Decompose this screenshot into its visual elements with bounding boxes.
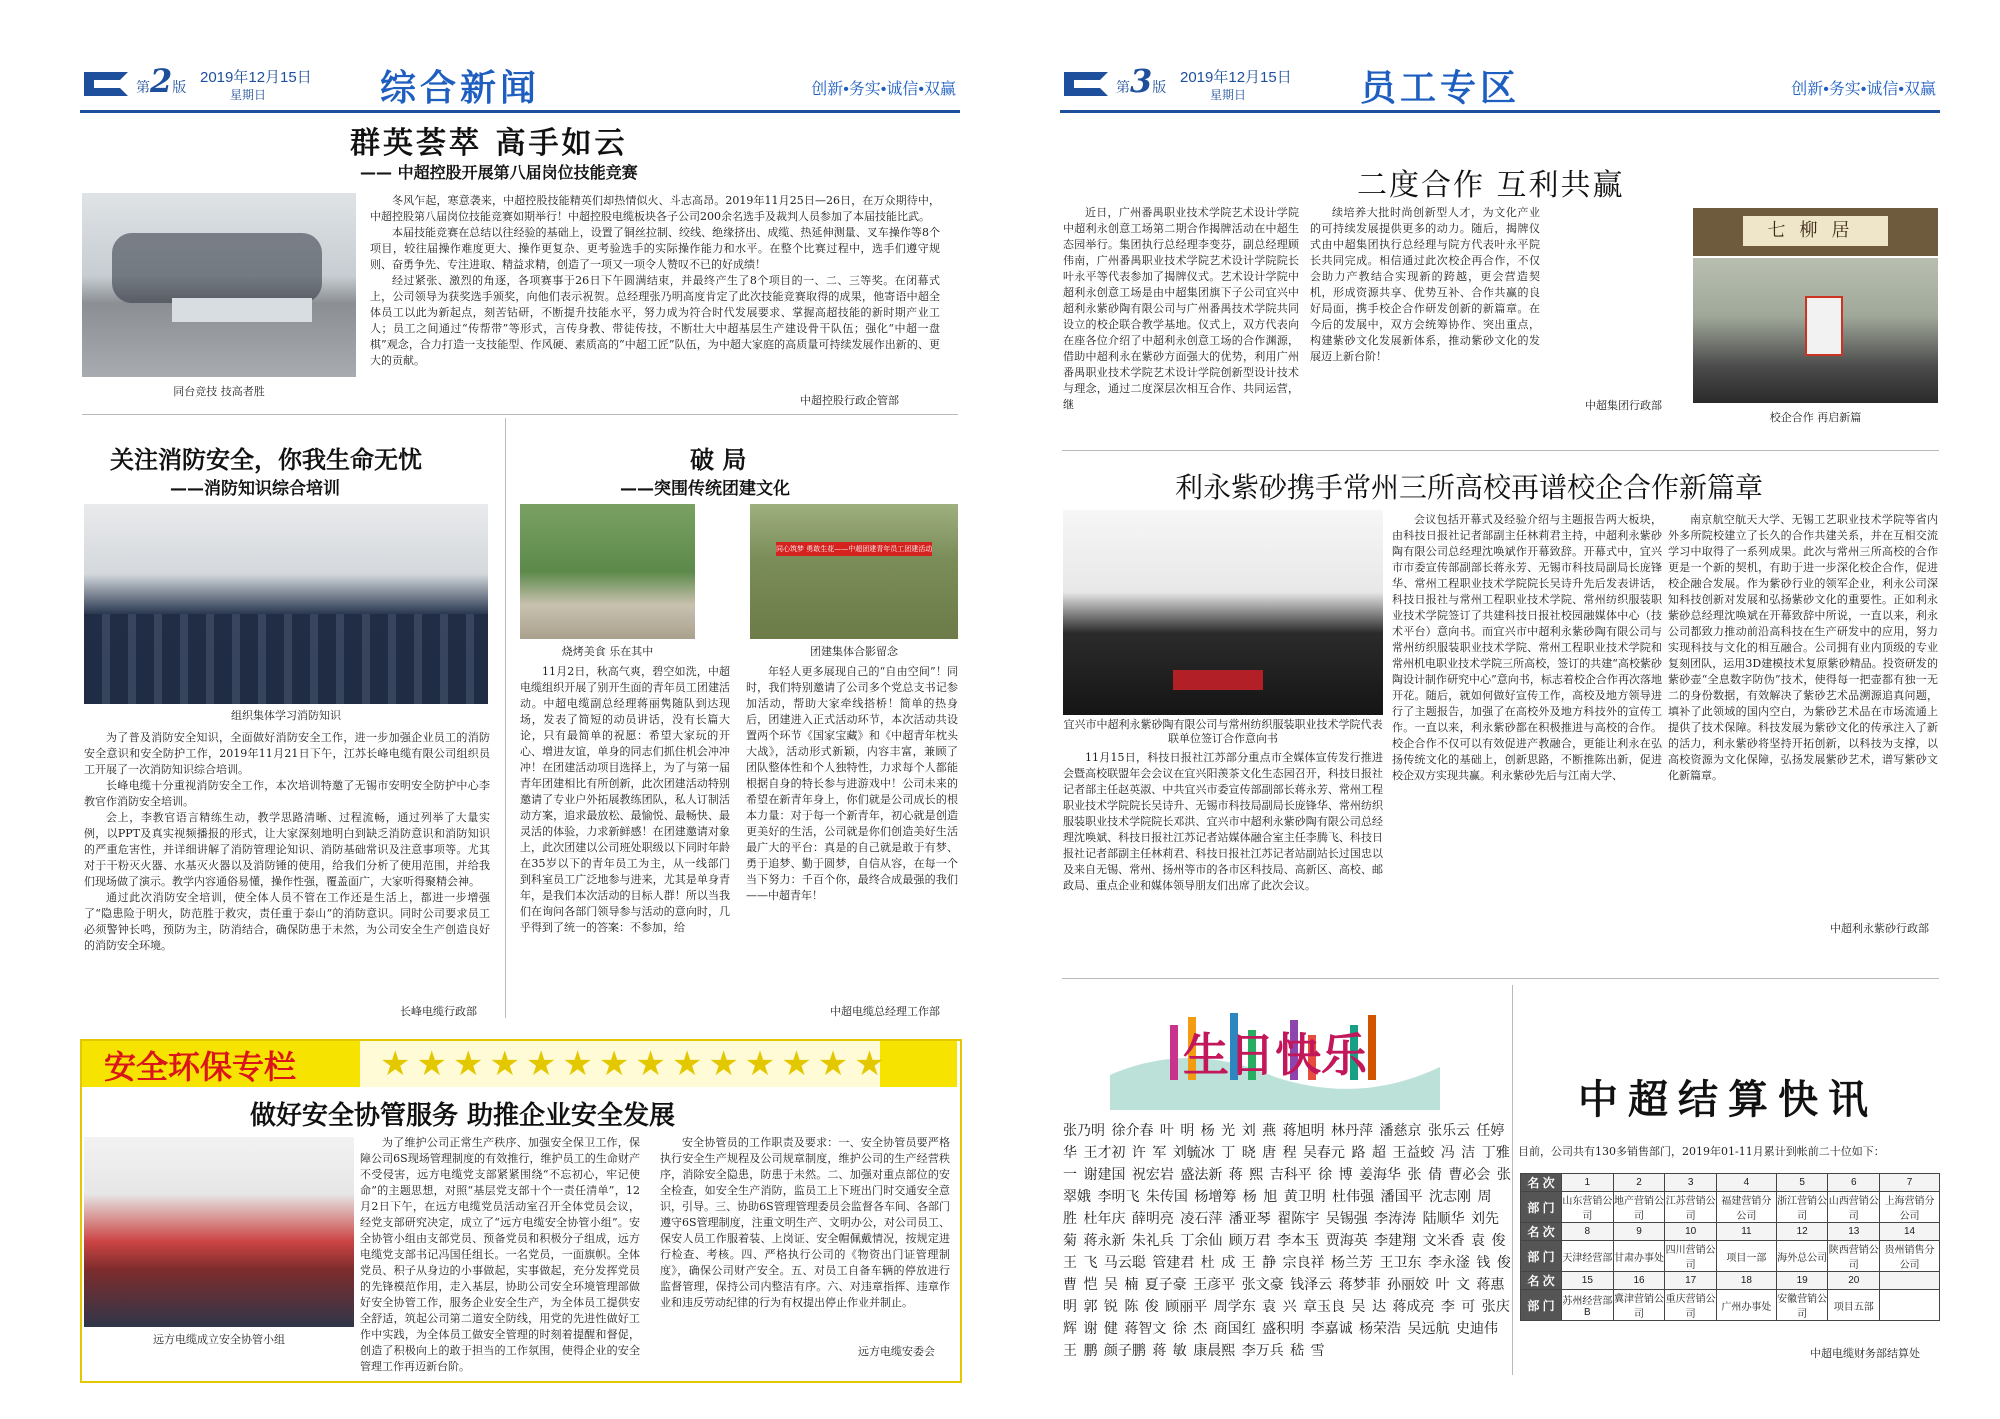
paragraph: 冬风乍起，寒意袭来，中超控股技能精英们却热情似火、斗志高昂。2019年11月25日—26日，在万众期待中，中超控股第八届岗位技能竞赛如期举行！中超控股电缆板块各子公司200余名选手及裁判人员参加了本届技能比武。 (370, 194, 940, 223)
dept-name: 苏州经营部B (1562, 1290, 1614, 1321)
photo-safety-team (84, 1137, 354, 1327)
rank-number: 13 (1828, 1223, 1880, 1241)
rank-label: 名 次 (1521, 1272, 1562, 1290)
rank-number (1880, 1272, 1940, 1290)
rank-number: 2 (1613, 1174, 1665, 1192)
settlement-table (1520, 1173, 1940, 1321)
caption-fire-training: 组织集体学习消防知识 (231, 709, 341, 722)
signature-team-building: 中超电缆总经理工作部 (830, 1005, 940, 1018)
headline-fire-safety: 关注消防安全，你我生命无忧 (110, 446, 422, 474)
article-skill-contest-body (370, 193, 940, 399)
rank-number: 16 (1613, 1272, 1665, 1290)
dept-name: 冀津营销公司 (1613, 1290, 1665, 1321)
dept-label: 部 门 (1521, 1241, 1562, 1272)
plaque-text: 七柳居 (1743, 216, 1888, 246)
dept-name: 山东营销公司 (1562, 1192, 1614, 1223)
safety-column-name: 安全环保专栏 (104, 1048, 297, 1086)
dept-name: 地产营销公司 (1613, 1192, 1665, 1223)
settlement-intro: 目前，公司共有130多销售部门，2019年01-11月累计到帐前二十位如下： (1518, 1145, 1885, 1158)
company-logo-icon (1060, 66, 1112, 102)
dept-name: 重庆营销公司 (1665, 1290, 1717, 1321)
subheadline-skill-contest: —— 中超控股开展第八届岗位技能竞赛 (360, 163, 638, 182)
dept-label: 部 门 (1521, 1192, 1562, 1223)
dept-name: 项目一部 (1717, 1241, 1777, 1272)
dept-name: 上海营销分公司 (1880, 1192, 1940, 1223)
paragraph: 会上，李教官语言精练生动，教学思路清晰、过程流畅，通过列举了大量实例，以PPT及真实视频播报的形式，让大家深刻地明白到缺乏消防意识和消防知识的严重危害性，并详细讲解了消防管理论知识、消防基础常识及注意事项等。尤其对于干粉灭火器、水基灭火器以及消防锤的使用，给我们分析了使用范围，并给我们现场做了演示。教学内容通俗易懂，操作性强，覆盖面广，大家听得聚精会神。 (84, 811, 490, 888)
section-title: 员工专区 (1360, 68, 1521, 109)
headline-skill-contest: 群英荟萃 高手如云 (350, 126, 628, 161)
subheadline-team-building: ——突围传统团建文化 (620, 479, 790, 499)
caption-cooperation: 校企合作 再启新篇 (1769, 411, 1862, 424)
company-logo-icon (80, 66, 132, 102)
headline-safety: 做好安全协管服务 助推企业安全发展 (250, 1101, 676, 1131)
dept-name: 安徽营销公司 (1776, 1290, 1828, 1321)
photo-plaque (1693, 208, 1938, 256)
rank-row (1521, 1174, 1940, 1192)
rank-number: 1 (1562, 1174, 1614, 1192)
rank-number: 7 (1880, 1174, 1940, 1192)
dept-name: 浙江营销公司 (1776, 1192, 1828, 1223)
divider (1062, 450, 1939, 451)
paragraph: 为了普及消防安全知识，全面做好消防安全工作，进一步加强企业员工的消防安全意识和安全防护工作，2019年11月21日下午，江苏长峰电缆有限公司组织员工开展了一次消防知识综合培训。 (84, 731, 490, 776)
paragraph: 长峰电缆十分重视消防安全工作，本次培训特邀了无锡市安明安全防护中心李教官作消防安全培训。 (84, 779, 490, 808)
rank-number: 18 (1717, 1272, 1777, 1290)
caption-group: 团建集体合影留念 (810, 645, 898, 658)
rank-number: 11 (1717, 1223, 1777, 1241)
article-safety-col1: 为了维护公司正常生产秩序、加强安全保卫工作，保障公司6S现场管理制度的有效推行，维护员工的生命财产不受侵害，远方电缆党支部紧紧围绕“不忘初心，牢记使命”的主题思想，对照“基层党支部十个一责任清单”，12月2日下午，在远方电缆党员活动室召开全体党员会议，经党支部研究决定，成立了“远方电缆安全协管小组”。安全协管小组由支部党员、预备党员和积极分子组成，远方电缆党支部书记冯国任组长。一名党员，一面旗帜。全体党员、积子从身边的小事做起，实事做起，充分发挥党员的先锋模范作用，走入基层，协助公司安全环境管理部做好安全协管工作，服务企业安全生产，为全体员工提供安全舒适，筑起公司第二道安全防线，用党的先进性做好工作中实践，为全体员工做安全管理的时刻着提醒和督促，创造了积极向上的敢于担当的工作氛围，使得企业的安全管理工作再迈新台阶。 (360, 1136, 640, 1373)
rank-number: 4 (1717, 1174, 1777, 1192)
dept-row (1521, 1290, 1940, 1321)
article-fire-safety-body (84, 730, 490, 1000)
dept-name: 山西营销公司 (1828, 1192, 1880, 1223)
birthday-label: 生日快乐 (1183, 1028, 1367, 1082)
article-university-col3: 南京航空航天大学、无锡工艺职业技术学院等省内外多所院校建立了长久的合作共建关系，并在互相交流学习中取得了一系列成果。此次与常州三所高校的合作更是一个新的契机，有助于进一步深化校企合作，促进校企融合发展。作为紫砂行业的领军企业，利永公司深知科技创新对发展和弘扬紫砂文化的重要性。正如利永紫砂总经理沈唤斌在开幕致辞中所说，一直以来，利永公司都致力推动前沿高科技在生产研发中的应用，努力实现科技与文化的相互融合。公司拥有业内顶级的专业复刻团队，运用3D建模技术复原紫砂精品。投资研发的紫砂壶“全息数字防伪”技术，使得每一把壶都有独一无二的身份数据，有效解决了紫砂艺术品溯源追真问题，填补了此领域的国内空白，为紫砂艺术品在市场流通上提供了技术保障。科技发展为紫砂文化的传承注入了新的活力，利永紫砂将坚持开拓创新，以科技为支撑，以高校资源为文化保障，弘扬发展紫砂艺术，谱写紫砂文化新篇章。 (1668, 513, 1938, 782)
issue-weekday: 星期日 (1210, 88, 1247, 102)
signature-cooperation: 中超集团行政部 (1585, 399, 1662, 412)
slogan: 创新•务实•诚信•双赢 (1791, 81, 1936, 98)
section-title: 综合新闻 (380, 68, 541, 109)
photo-group (750, 504, 958, 639)
issue-date: 2019年12月15日 (200, 69, 312, 86)
caption-signing: 宜兴市中超利永紫砂陶有限公司与常州纺织服装职业技术学院代表联单位签订合作意向书 (1063, 718, 1383, 745)
dept-name: 四川营销公司 (1665, 1241, 1717, 1272)
subheadline-fire-safety: ——消防知识综合培训 (170, 479, 340, 499)
rank-number: 17 (1665, 1272, 1717, 1290)
headline-settlement: 中超结算快讯 (1578, 1076, 1878, 1123)
rank-number: 8 (1562, 1223, 1614, 1241)
paragraph: 本届技能竞赛在总结以往经验的基础上，设置了铜丝拉制、绞线、绝缘挤出、成缆、热延伸测量、叉车操作等8个项目，较往届操作难度更大、操作更复杂、更考验选手的实际操作能力和水平。在整个比赛过程中，选手们遵守规则、奋勇争先、专注进取、精益求精，创造了一项又一项令人赞叹不已的好成绩！ (370, 226, 940, 271)
photo-signing (1063, 510, 1383, 715)
dept-name (1880, 1290, 1940, 1321)
signature-university: 中超利永紫砂行政部 (1830, 922, 1929, 935)
caption-skill-contest: 同台竞技 技高者胜 (173, 385, 265, 398)
rank-row (1521, 1223, 1940, 1241)
dept-name: 天津经营部 (1562, 1241, 1614, 1272)
paragraph: 通过此次消防安全培训，使全体人员不管在工作还是生活上，都进一步增强了“隐患险于明火，防范胜于救灾，责任重于泰山”的消防意识。同时公司要求员工必须警钟长鸣，预防为主，防消结合，确保防患于未然，为公司安全生产创造良好的消防安全环境。 (84, 891, 490, 952)
signature-fire-safety: 长峰电缆行政部 (400, 1005, 477, 1018)
masthead (80, 60, 960, 113)
photo-barbecue (520, 504, 695, 639)
article-cooperation-col1: 近日，广州番禺职业技术学院艺术设计学院中超利永创意工场第二期合作揭牌活动在中超生态园举行。集团执行总经理李变芬，副总经理顾伟南，广州番禺职业技术学院艺术设计学院院长叶永平等代表参加了揭牌仪式。艺术设计学院中超利永创意工场是由中超集团旗下子公司宜兴中超利永紫砂陶有限公司与广州番禺技术学院共同设立的校企联合教学基地。仪式上，双方代表向在座各位介绍了中超利永创意工场的合作渊源，借助中超利永在紫砂方面强大的优势，利用广州番禺职业技术学院艺术设计学院创新型设计技术与理念，通过二度深层次相互合作、共同运营，继 (1063, 206, 1299, 411)
divider (1512, 985, 1513, 1375)
dept-name: 福建营销分公司 (1717, 1192, 1777, 1223)
group-banner: 同心筑梦 勇敢生花——中超团建青年员工团建活动 (776, 542, 932, 556)
issue-date: 2019年12月15日 (1180, 69, 1292, 86)
paragraph: 经过紧张、激烈的角逐，各项赛事于26日下午圆满结束，并最终产生了8个项目的一、二、三等奖。在闭幕式上，公司领导为获奖选手颁奖，向他们表示祝贺。总经理张乃明高度肯定了此次技能竞赛取得的成果，他寄语中超全体员工以此为新起点，刻苦钻研，不断提升技能水平，努力成为符合时代发展要求、掌握高超技能的新时期产业工人；员工之间通过“传帮带”等形式，言传身教、带徒传技，不断壮大中超基层生产建设骨干队伍；强化“中超一盘棋”观念，合力打造一支技能型、作风硬、素质高的“中超工匠”队伍，为中超大家庭的高质量可持续发展作出新的、更大的贡献。 (370, 274, 940, 367)
headline-cooperation: 二度合作 互利共赢 (1357, 168, 1625, 203)
article-team-building-col1: 11月2日，秋高气爽，碧空如洗，中超电缆组织开展了别开生面的青年员工团建活动。中超电缆副总经理蒋丽隽随队到达现场，发表了简短的动员讲话，没有长篇大论，只有最简单的祝愿：希望大家玩的开心、增进友谊，单身的同志们抓住机会冲冲冲！在团建活动项目选择上，为了与第一届青年团建相比有所创新，此次团建活动特别邀请了专业户外拓展教练团队，私人订制活动方案，追求最放松、最愉悦、最畅快、最灵活的体验，力求新鲜感！在团建邀请对象上，此次团建以公司班处职级以下同时年龄在35岁以下的青年员工为主，从一线部门到科室员工广泛地参与进来，尤其是单身青年，是我们本次活动的目标人群！所以当我们在询问各部门领导参与活动的意向时，几乎得到了统一的答案：不参加，给 (520, 665, 730, 934)
rank-number: 20 (1828, 1272, 1880, 1290)
dept-name: 贵州销售分公司 (1880, 1241, 1940, 1272)
article-university-col2: 会议包括开幕式及经验介绍与主题报告两大板块，由科技日报社记者部副主任林莉君主持，中超利永紫砂陶有限公司总经理沈唤斌作开幕致辞。开幕式中，宜兴市市委宣传部副部长蒋永芳、无锡市科技局副局长庞锋华、常州工程职业技术学院院长吴诗升先后发表讲话，科技日报社与常州工程职业技术学院、常州纺织服装职业技术学院签订了共建科技日报社校园融媒体中心（技术平台）意向书。而宜兴市中超利永紫砂陶有限公司与常州纺织服装职业技术学院、常州工程职业技术学院和常州机电职业技术学院三所高校，签订的共建“高校紫砂陶设计制作研究中心”意向书，标志着校企合作再次落地开花。随后，就如何做好宣传工作，高校及地方领导进行了主题报告，加强了在高校外及地方科技外的宣传工作。一直以来，利永紫砂都在积极推进与高校的合作。校企合作不仅可以有效促进产教融合，更能让利永在弘扬传统文化的基础上，创新思路，不断推陈出新，促进校企双方实现共赢。利永紫砂先后与江南大学、 (1392, 513, 1662, 782)
rank-number: 3 (1665, 1174, 1717, 1192)
divider (1062, 978, 1939, 979)
photo-cooperation-ceremony (1693, 258, 1938, 403)
headline-university-partnership: 利永紫砂携手常州三所高校再谱校企合作新篇章 (1175, 471, 1764, 504)
page-number: 第3版 (1116, 62, 1167, 100)
dept-name: 江苏营销公司 (1665, 1192, 1717, 1223)
photo-skill-contest (82, 193, 356, 377)
dept-name: 甘肃办事处 (1613, 1241, 1665, 1272)
star-row-icon: ★★★★★★★★★★★★★★ (380, 1044, 891, 1084)
issue-weekday: 星期日 (230, 88, 267, 102)
birthday-logo-icon (1110, 1005, 1440, 1110)
photo-fire-training (84, 504, 488, 704)
rank-number: 9 (1613, 1223, 1665, 1241)
rank-label: 名 次 (1521, 1223, 1562, 1241)
rank-number: 6 (1828, 1174, 1880, 1192)
rank-number: 19 (1776, 1272, 1828, 1290)
caption-safety-team: 远方电缆成立安全协管小组 (153, 1333, 285, 1346)
slogan: 创新•务实•诚信•双赢 (811, 81, 956, 98)
signature-skill-contest: 中超控股行政企管部 (800, 394, 899, 407)
dept-row (1521, 1192, 1940, 1223)
article-cooperation-col2: 续培养大批时尚创新型人才，为文化产业的可持续发展提供更多的动力。随后，揭牌仪式由中超集团执行总经理与院方代表叶永平院长共同完成。相信通过此次校企再合作，不仅会助力产教结合实现新的跨越，更会营造契机，形成资源共享、优势互补、合作共赢的良好局面，携手校企合作研发创新的新篇章。在今后的发展中，双方会统筹协作、突出重点，构建紫砂文化发展新体系，推动紫砂文化的发展迈上新台阶！ (1310, 206, 1540, 363)
dept-name: 广州办事处 (1717, 1290, 1777, 1321)
rank-label: 名 次 (1521, 1174, 1562, 1192)
rank-number: 15 (1562, 1272, 1614, 1290)
headline-team-building: 破 局 (690, 446, 747, 474)
signature-settlement: 中超电缆财务部结算处 (1810, 1347, 1920, 1360)
signature-safety: 远方电缆安委会 (858, 1345, 935, 1358)
dept-row (1521, 1241, 1940, 1272)
divider (82, 414, 958, 415)
article-team-building-col2: 年轻人更多展现自己的“自由空间”！同时，我们特别邀请了公司多个党总支书记参加活动，帮助大家牵线搭桥！简单的热身后，团建进入正式活动环节，本次活动共设置两个环节《国家宝藏》和《中超青年枕头大战》，活动形式新颖，内容丰富，兼顾了团队整体性和个人独特性，力求每个人都能根据自身的特长参与进游戏中！公司未来的希望在新青年身上，你们就是公司成长的根本力量：对于每一个新青年，初心就是创造更美好的生活，公司就是你们创造美好生活最广大的平台：真是的自己就是敢于有梦、勇于追梦、勤于圆梦，自信从容，在每一个当下努力：千百个你，最终合成最强的我们——中超青年！ (746, 665, 958, 902)
article-safety-col2: 安全协管员的工作职责及要求：一、安全协管员要严格执行安全生产规程及公司规章制度，维护公司的生产经营秩序，消除安全隐患，防患于未然。二、加强对重点部位的安全检查，如安全生产消防，监员工上下班出门时交通安全意识，引导。三、协助6S管理管理委员会监督各车间、各部门遵守6S管理制度，注重文明生产、文明办公，对公司员工、保安人员工作服着装、上岗证、安全帽佩戴情况，按规定进行检查、考核。四、严格执行公司的《物资出门证管理制度》，确保公司财产安全。五、对员工自备车辆的停放进行监督管理，保持公司内整洁有序。六、对违章指挥、违章作业和违反劳动纪律的行为有权提出停止作业并制止。 (660, 1136, 950, 1309)
dept-name: 陕西营销公司 (1828, 1241, 1880, 1272)
rank-row (1521, 1272, 1940, 1290)
divider (505, 418, 506, 1018)
dept-name: 海外总公司 (1776, 1241, 1828, 1272)
caption-barbecue: 烧烤美食 乐在其中 (561, 645, 654, 658)
masthead (1060, 60, 1940, 113)
rank-number: 14 (1880, 1223, 1940, 1241)
rank-number: 12 (1776, 1223, 1828, 1241)
dept-name: 项目五部 (1828, 1290, 1880, 1321)
dept-label: 部 门 (1521, 1290, 1562, 1321)
article-university-col1: 11月15日，科技日报社江苏部分重点市全媒体宣传发行推进会暨高校联盟年会会议在宜兴阳羡茶文化生态园召开，科技日报社记者部主任赵英淑、中共宜兴市委宣传部副部长蒋永芳、常州工程职业技术学院院长吴诗升、无锡市科技局副局长庞锋华、常州纺织服装职业技术学院院长邓洪、宜兴市中超利永紫砂陶有限公司总经理沈唤斌、科技日报社江苏记者站媒体融合室主任李腾飞、科技日报社记者部副主任林莉君、科技日报社江苏记者站副站长过国忠以及来自无锡、常州、扬州等市的各市区科技局、高新区、高校、邮政局、重点企业和媒体领导朋友们出席了此次会议。 (1063, 751, 1383, 892)
birthday-names: 张乃明 徐介春 叶 明 杨 光 刘 燕 蒋旭明 林丹萍 潘慈京 张乐云 任婷华 王才初 许 军 刘毓冰 丁 晓 唐 程 吴春元 路 超 王益蛟 冯 洁 丁雅一 谢建国 祝宏岩 盛法新 蒋 熙 吉科平 徐 博 姜海华 张 倩 曹必会 张翠娥 李明飞 朱传国 杨增筹 杨 旭 黄卫明 杜伟强 潘国平 沈志刚 周 胜 杜年庆 薛明亮 凌石萍 潘亚琴 翟陈宇 吴锡强 李涛涛 陆顺华 刘先菊 蒋永新 朱礼兵 丁余仙 顾万君 李本玉 贾海英 李建翔 文米香 袁 俊 王 飞 马云聪 管建君 杜 成 王 静 宗良祥 杨兰芳 王卫东 李永滏 钱 俊 曹 恺 吴 楠 夏子豪 王彦平 张文豪 钱泽云 蒋梦菲 孙丽姣 叶 文 蒋惠明 郭 锐 陈 俊 顾丽平 周学东 袁 兴 章玉良 吴 达 蒋成亮 李 可 张庆辉 谢 健 蒋智文 徐 杰 商国红 盛积明 李嘉诚 杨荣浩 吴远航 史迪伟 王 鹏 颜子鹏 蒋 敏 康晨熙 李万兵 嵇 雪 (1063, 1123, 1511, 1359)
rank-number: 10 (1665, 1223, 1717, 1241)
page-number: 第2版 (136, 62, 187, 100)
rank-number: 5 (1776, 1174, 1828, 1192)
